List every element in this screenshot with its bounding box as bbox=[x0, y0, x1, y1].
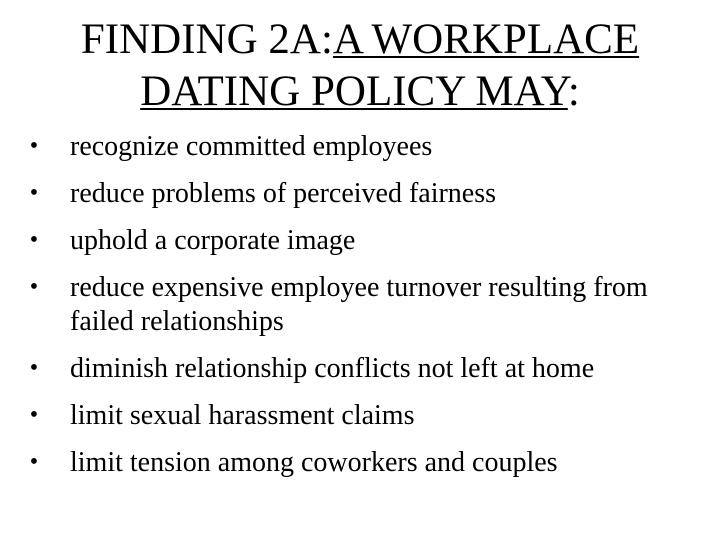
bullet-text: reduce expensive employee turnover resulting from failed relationships bbox=[70, 272, 648, 337]
title-suffix: : bbox=[567, 68, 580, 115]
bullet-text: recognize committed employees bbox=[70, 131, 433, 162]
bullet-list bbox=[24, 130, 704, 479]
bullet-text: diminish relationship conflicts not left at home bbox=[70, 352, 595, 384]
bullet-icon: • bbox=[29, 180, 39, 206]
list-item bbox=[24, 224, 704, 258]
title-line-1 bbox=[0, 14, 720, 66]
slide-title bbox=[0, 14, 720, 118]
bullet-text: reduce problems of perceived fairness bbox=[70, 178, 497, 209]
list-item bbox=[24, 177, 704, 211]
bullet-text: limit sexual harassment claims bbox=[70, 399, 415, 431]
title-line-2 bbox=[0, 66, 720, 118]
title-prefix: FINDING 2A: bbox=[80, 16, 333, 63]
bullet-icon: • bbox=[29, 354, 39, 381]
title-underlined-part-2: DATING POLICY MAY bbox=[140, 68, 568, 115]
bullet-icon: • bbox=[29, 274, 39, 300]
list-item bbox=[24, 271, 704, 338]
list-item bbox=[24, 399, 704, 433]
bullet-icon: • bbox=[29, 133, 39, 159]
bullet-text: limit tension among coworkers and couples bbox=[70, 446, 558, 478]
title-underlined-part-1: A WORKPLACE bbox=[332, 16, 640, 63]
bullet-text: uphold a corporate image bbox=[70, 225, 356, 256]
list-item bbox=[24, 130, 704, 164]
bullet-icon: • bbox=[29, 227, 39, 253]
list-item bbox=[24, 446, 704, 480]
bullet-icon: • bbox=[29, 448, 39, 475]
list-item bbox=[24, 352, 704, 386]
bullet-icon: • bbox=[29, 401, 39, 428]
